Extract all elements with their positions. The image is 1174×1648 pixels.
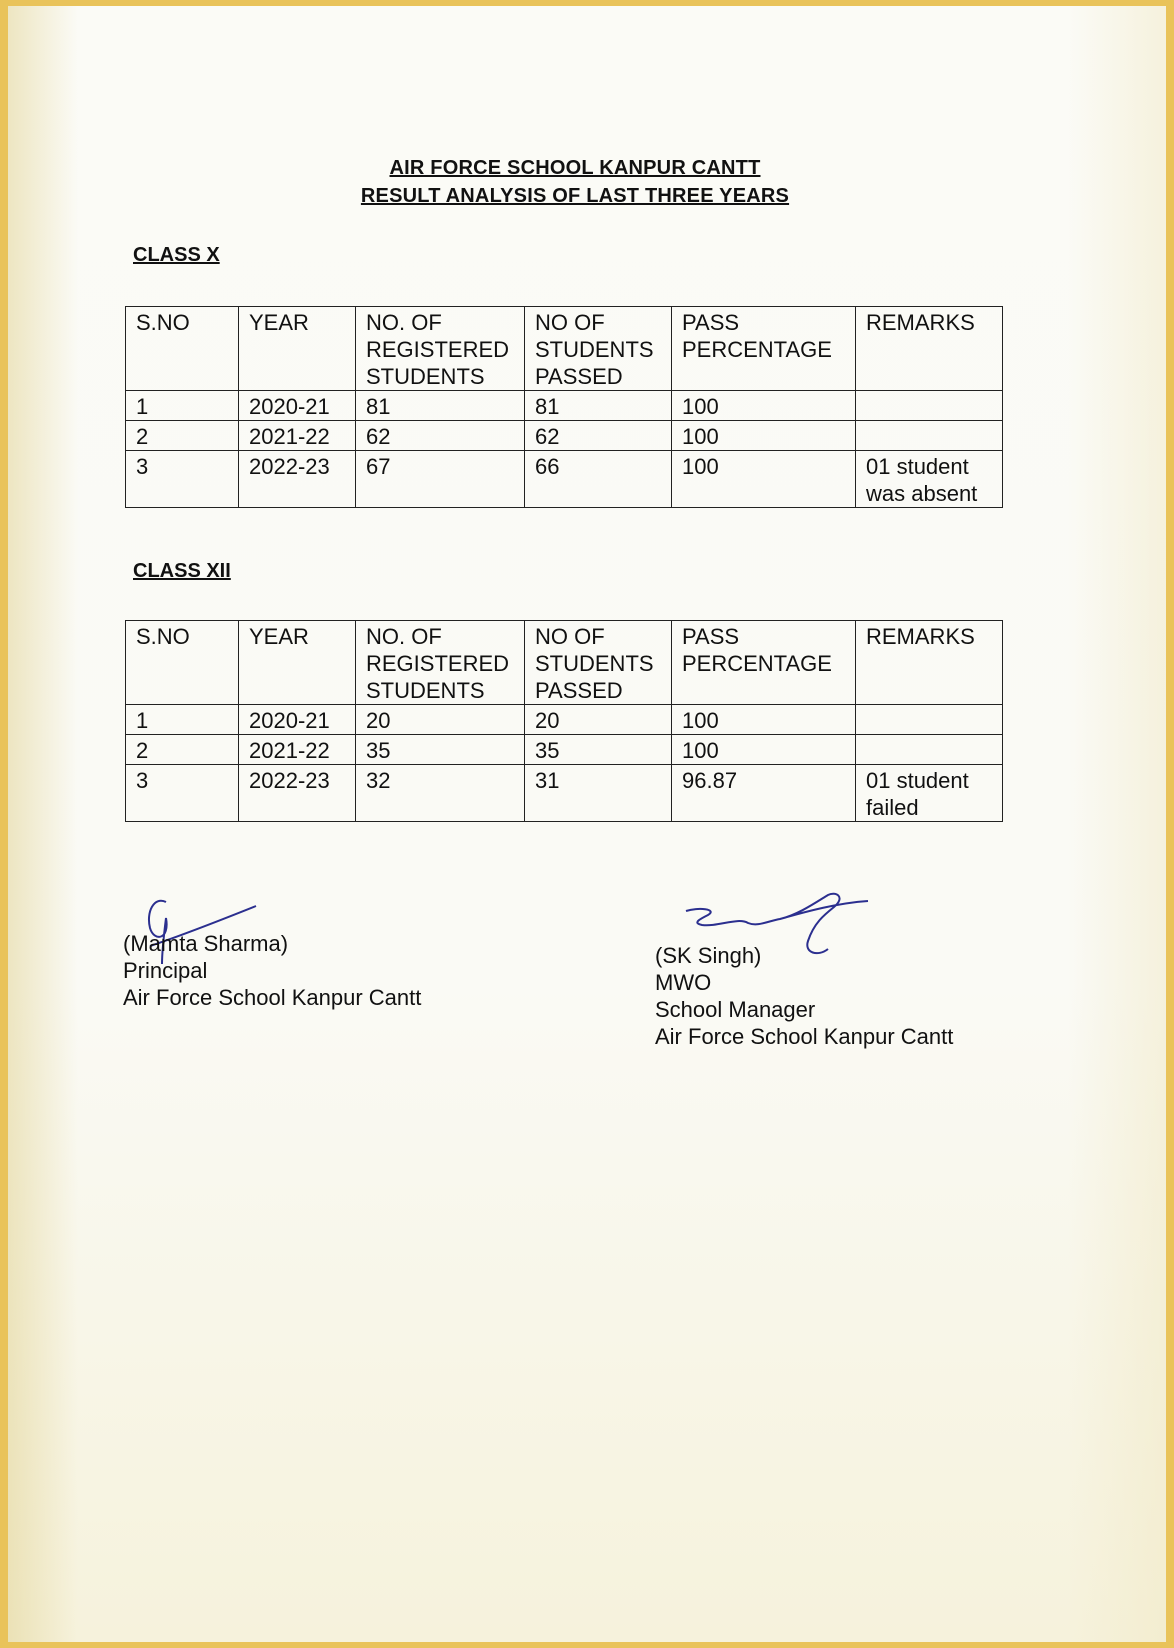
table-cell: 2020-21: [239, 391, 356, 421]
column-header: [672, 621, 856, 705]
column-header-line: STUDENTS: [535, 337, 654, 362]
class-xii-result-table: [125, 620, 1003, 822]
table-cell: 1: [126, 705, 239, 735]
column-header-line: NO OF: [535, 310, 605, 335]
column-header: [239, 621, 356, 705]
table-cell: 66: [525, 451, 672, 508]
column-header-line: YEAR: [249, 624, 309, 649]
table-header-row: [126, 621, 1003, 705]
school-name: AIR FORCE SCHOOL KANPUR CANTT: [389, 157, 761, 179]
document-page: [8, 6, 1166, 1642]
column-header-line: PASSED: [535, 364, 623, 389]
table-header-row: [126, 307, 1003, 391]
table-row: [126, 705, 1003, 735]
column-header-line: STUDENTS: [535, 651, 654, 676]
table-cell: 62: [356, 421, 525, 451]
report-subtitle: RESULT ANALYSIS OF LAST THREE YEARS: [360, 185, 790, 207]
table-cell: 3: [126, 451, 239, 508]
table-cell: 01 student was absent: [856, 451, 1003, 508]
column-header: [126, 307, 239, 391]
table-cell: 3: [126, 765, 239, 822]
class-xii-heading: CLASS XII: [133, 560, 231, 582]
column-header-line: PASSED: [535, 678, 623, 703]
principal-role: Principal: [123, 958, 208, 983]
table-cell: [856, 391, 1003, 421]
manager-org: Air Force School Kanpur Cantt: [655, 1024, 954, 1049]
column-header: [126, 621, 239, 705]
principal-signature-block: [123, 930, 421, 1011]
table-cell: 2: [126, 735, 239, 765]
table-cell: 81: [525, 391, 672, 421]
table-cell: [856, 705, 1003, 735]
table-row: [126, 421, 1003, 451]
table-cell: 2022-23: [239, 451, 356, 508]
table-cell: 31: [525, 765, 672, 822]
table-cell: 81: [356, 391, 525, 421]
column-header: [856, 621, 1003, 705]
table-row: [126, 451, 1003, 508]
table-cell: 1: [126, 391, 239, 421]
table-cell: 100: [672, 391, 856, 421]
table-cell: 20: [356, 705, 525, 735]
table-cell: 2: [126, 421, 239, 451]
column-header-line: STUDENTS: [366, 364, 485, 389]
column-header-line: NO. OF: [366, 310, 442, 335]
manager-title: School Manager: [655, 997, 816, 1022]
manager-role: MWO: [655, 970, 712, 995]
table-row: [126, 735, 1003, 765]
column-header-line: REMARKS: [866, 310, 975, 335]
table-cell: 100: [672, 421, 856, 451]
table-row: [126, 391, 1003, 421]
column-header-line: REMARKS: [866, 624, 975, 649]
column-header: [525, 621, 672, 705]
table-cell: 2021-22: [239, 735, 356, 765]
document-title: [8, 154, 1142, 210]
table-cell: 100: [672, 451, 856, 508]
table-cell: 67: [356, 451, 525, 508]
class-x-result-table: [125, 306, 1003, 508]
column-header: [525, 307, 672, 391]
column-header-line: PASS: [682, 310, 740, 335]
principal-org: Air Force School Kanpur Cantt: [123, 985, 422, 1010]
column-header: [239, 307, 356, 391]
table-cell: 35: [525, 735, 672, 765]
table-cell: 62: [525, 421, 672, 451]
column-header-line: STUDENTS: [366, 678, 485, 703]
column-header-line: REGISTERED: [366, 337, 510, 362]
principal-name: (Mamta Sharma): [123, 931, 289, 956]
table-cell: 100: [672, 735, 856, 765]
column-header-line: S.NO: [136, 624, 190, 649]
column-header-line: NO OF: [535, 624, 605, 649]
table-cell: 32: [356, 765, 525, 822]
column-header: [356, 621, 525, 705]
column-header-line: PASS: [682, 624, 740, 649]
table-cell: 96.87: [672, 765, 856, 822]
column-header: [356, 307, 525, 391]
table-cell: [856, 735, 1003, 765]
table-cell: 2020-21: [239, 705, 356, 735]
manager-name: (SK Singh): [655, 943, 762, 968]
column-header: [672, 307, 856, 391]
table-cell: [856, 421, 1003, 451]
column-header-line: PERCENTAGE: [682, 651, 832, 676]
table-cell: 01 student failed: [856, 765, 1003, 822]
column-header-line: PERCENTAGE: [682, 337, 832, 362]
table-cell: 20: [525, 705, 672, 735]
column-header: [856, 307, 1003, 391]
manager-signature-block: [655, 942, 953, 1050]
column-header-line: REGISTERED: [366, 651, 510, 676]
table-cell: 100: [672, 705, 856, 735]
class-x-heading: CLASS X: [133, 244, 220, 266]
table-cell: 2021-22: [239, 421, 356, 451]
column-header-line: NO. OF: [366, 624, 442, 649]
table-row: [126, 765, 1003, 822]
table-cell: 35: [356, 735, 525, 765]
column-header-line: S.NO: [136, 310, 190, 335]
table-cell: 2022-23: [239, 765, 356, 822]
column-header-line: YEAR: [249, 310, 309, 335]
